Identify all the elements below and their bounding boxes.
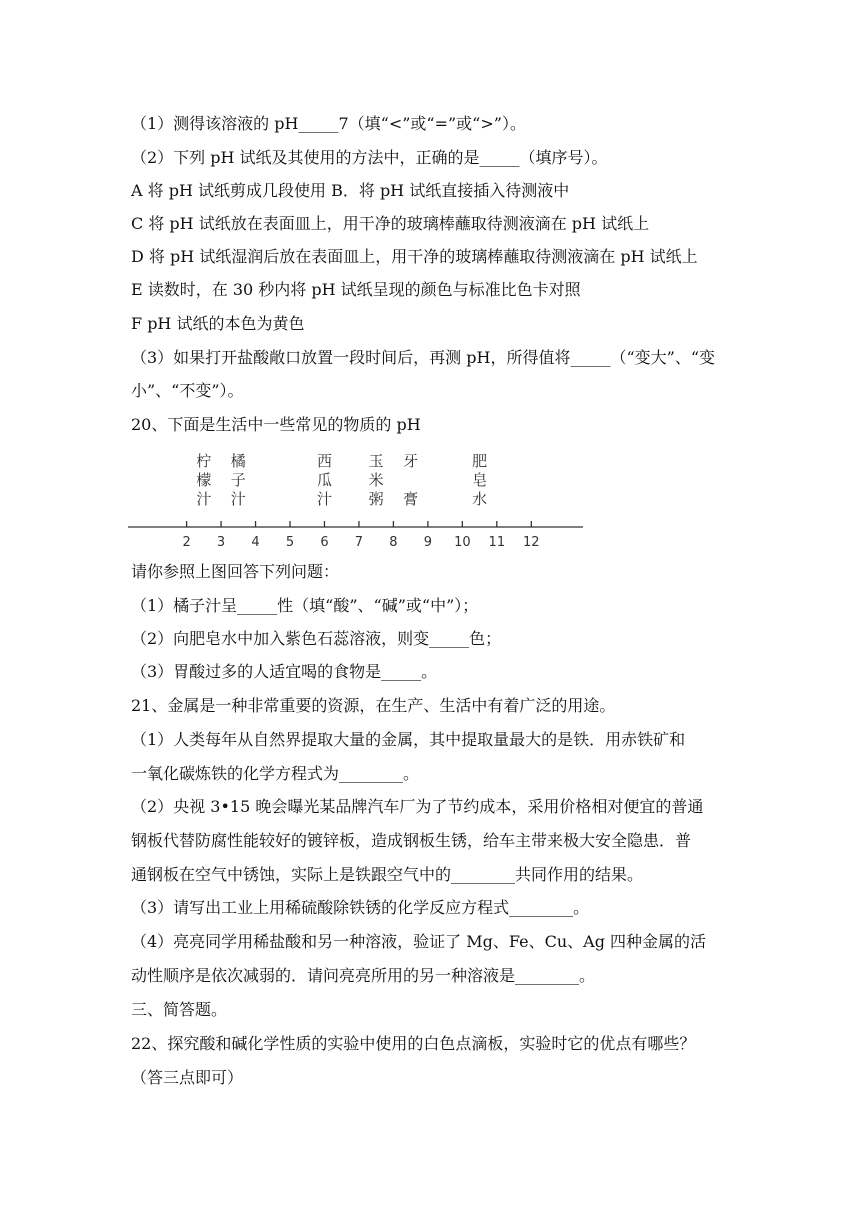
q20-part1: （1）橘子汁呈_____性（填“酸”、“碱”或“中”）； <box>131 596 479 615</box>
q22-line1: 22、探究酸和碱化学性质的实验中使用的白色点滴板，实验时它的优点有哪些？ <box>131 1034 696 1053</box>
substance-label-char: 肥 <box>472 452 488 470</box>
option-c: C 将 pH 试纸放在表面皿上，用干净的玻璃棒蘸取待测液滴在 pH 试纸上 <box>131 214 650 233</box>
substance-label-char: 橘 <box>230 452 246 470</box>
q22-line2: （答三点即可） <box>131 1068 244 1087</box>
ph-tick-label: 10 <box>454 535 471 550</box>
substance-label-char: 汁 <box>316 490 332 508</box>
option-e: E 读数时，在 30 秒内将 pH 试纸呈现的颜色与标准比色卡对照 <box>131 280 581 299</box>
substance-label-char: 子 <box>230 471 246 489</box>
substance-label-char: 牙 <box>403 452 419 470</box>
substance-label-char: 檬 <box>196 471 212 489</box>
ph-scale-svg <box>128 450 588 554</box>
substance-label-char: 膏 <box>403 490 419 508</box>
q21-part2-line2: 钢板代替防腐性能较好的镀锌板，造成钢板生锈，给车主带来极大安全隐患．普 <box>131 831 692 850</box>
substance-label-char: 柠 <box>196 452 212 470</box>
q21-title: 21、金属是一种非常重要的资源，在生产、生活中有着广泛的用途。 <box>131 696 616 715</box>
ph-tick-label: 8 <box>389 535 398 550</box>
ph-scale-figure <box>128 450 588 554</box>
ph-tick-label: 9 <box>423 535 433 550</box>
ph-tick-label: 7 <box>354 535 364 550</box>
option-a-b: A 将 pH 试纸剪成几段使用 B．将 pH 试纸直接插入待测液中 <box>131 181 570 200</box>
substance-label-char: 西 <box>316 452 332 470</box>
ph-tick-label: 4 <box>251 535 260 550</box>
substance-label-char: 玉 <box>368 452 384 470</box>
q21-part3: （3）请写出工业上用稀硫酸除铁锈的化学反应方程式________。 <box>131 898 590 917</box>
q20-title: 20、下面是生活中一些常见的物质的 pH <box>131 415 421 434</box>
substance-label-char: 皂 <box>472 471 488 489</box>
q21-part2-line1: （2）央视 3•15 晚会曝光某品牌汽车厂为了节约成本，采用价格相对便宜的普通 <box>131 797 704 816</box>
q19-part1: （1）测得该溶液的 pH_____7（填“<”或“=”或“>”）。 <box>131 114 526 133</box>
q21-part4-line1: （4）亮亮同学用稀盐酸和另一种溶液，验证了 Mg、Fe、Cu、Ag 四种金属的活 <box>131 932 707 951</box>
option-f: F pH 试纸的本色为黄色 <box>131 314 305 333</box>
section-3-title: 三、简答题。 <box>131 1000 228 1019</box>
ph-tick-label: 12 <box>523 535 540 550</box>
q21-part1-line1: （1）人类每年从自然界提取大量的金属，其中提取量最大的是铁．用赤铁矿和 <box>131 730 686 749</box>
substance-label-char: 粥 <box>368 490 384 508</box>
q20-part2: （2）向肥皂水中加入紫色石蕊溶液，则变_____色； <box>131 629 502 648</box>
option-d: D 将 pH 试纸湿润后放在表面皿上，用干净的玻璃棒蘸取待测液滴在 pH 试纸上 <box>131 247 698 266</box>
substance-label-char: 汁 <box>230 490 246 508</box>
ph-tick-label: 3 <box>216 535 226 550</box>
substance-label-char: 汁 <box>196 490 212 508</box>
q19-part2: （2）下列 pH 试纸及其使用的方法中，正确的是_____（填序号）。 <box>131 148 608 167</box>
q19-part3-line1: （3）如果打开盐酸敞口放置一段时间后，再测 pH，所得值将_____（“变大”、“变 <box>131 348 716 367</box>
ph-tick-label: 2 <box>182 535 191 550</box>
substance-label-char: 瓜 <box>316 471 332 489</box>
q21-part4-line2: 动性顺序是依次减弱的．请问亮亮所用的另一种溶液是________。 <box>131 966 596 985</box>
q21-part1-line2: 一氧化碳炼铁的化学方程式为________。 <box>131 764 420 783</box>
q19-part3-line2: 小”、“不变”）。 <box>131 381 244 400</box>
ph-tick-label: 11 <box>488 535 506 550</box>
ph-tick-label: 6 <box>320 535 329 550</box>
substance-label-char: 水 <box>472 490 488 508</box>
ph-tick-label: 5 <box>285 535 295 550</box>
substance-label-char: 米 <box>368 471 384 489</box>
q20-intro: 请你参照上图回答下列问题： <box>131 562 340 581</box>
q20-part3: （3）胃酸过多的人适宜喝的食物是_____。 <box>131 662 438 681</box>
q21-part2-line3: 通钢板在空气中锈蚀，实际上是铁跟空气中的________共同作用的结果。 <box>131 865 644 884</box>
